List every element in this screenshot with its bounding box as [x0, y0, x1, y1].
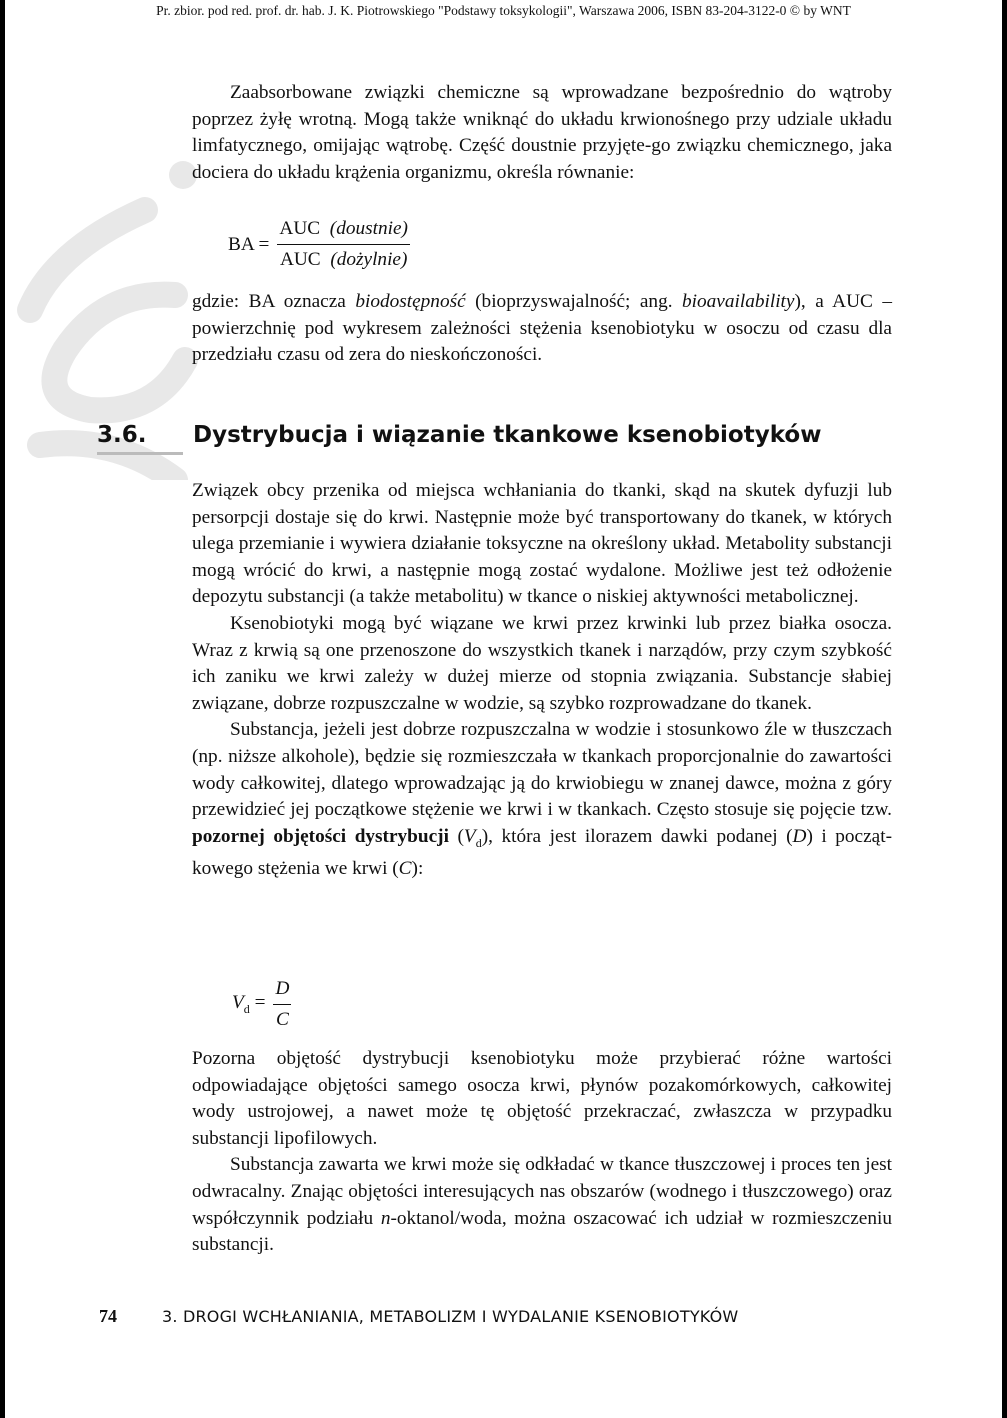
chapter-footer: 3. DROGI WCHŁANIANIA, METABOLIZM I WYDALANIE KSENOBIOTYKÓW [162, 1307, 739, 1326]
section-rule [97, 452, 183, 455]
denominator-auc: AUC [279, 249, 321, 270]
paragraph-text: Substancja zawarta we krwi może się odkładać w tkance tłuszczowej i proces ten jest odwracalny. Znając objętości interesujących nas obszarów (wodnego i tłuszczowego) oraz współczynnik podziału n-oktanol/woda, można oszacować ich udział w rozmieszczeniu substancji. [192, 1154, 892, 1256]
paragraph-text: Zaabsorbowane związki chemiczne są wprowadzane bezpośrednio do wątroby poprzez żyłę wrotną. Mogą także wniknąć do układu krwionośnego przy udziale układu limfatycznego, omijając wątrobę. Część doustnie przyjęte-go związku chemicznego, jaka dociera do układu krążenia organizmu, określa równanie: [192, 82, 892, 183]
paragraph-text: gdzie: BA oznacza biodostępność (bioprzyswajalność; ang. bioavailability), a AUC – powierzchnię pod wykresem zależności stężenia ksenobiotyku w osoczu od czasu dla przedziału czasu od zera do nieskończoności. [192, 291, 892, 366]
denominator-route: (dożylnie) [330, 249, 408, 270]
section-body-continued [192, 1046, 892, 1259]
formula-lhs: $V_d$ = [232, 992, 266, 1016]
paragraph-text: Związek obcy przenika od miejsca wchłaniania do tkanki, skąd na skutek dyfuzji lub persorpcji dostaje się do krwi. Następnie może być transportowany do tkanek, w których ulega przemianie i wywiera działanie toksyczne na określony układ. Metabolity substancji mogą wrócić do krwi, a następnie mogą zostać wydalone. Możliwe jest też odłożenie depozytu substancji (a także metabolitu) w tkance o niskiej aktywności metabolicznej. [192, 480, 892, 608]
paragraph-text: Substancja, jeżeli jest dobrze rozpuszczalna w wodzie i stosunkowo źle w tłuszczach (np. niższe alkohole), będzie się rozmieszczała w tkankach proporcjonalnie do zawartości wody całkowitej, dlatego wprowadzając ją do krwiobiegu w znanej dawce, można z góry przewidzieć jej początkowe stężenie we krwi i w tkankach. Często stosuje się pojęcie tzw. pozornej objętości dystrybucji $(V_d)$, która jest ilorazem dawki podanej (D) i począt-kowego stężenia we krwi (C): [192, 719, 892, 880]
paragraph-text: Pozorna objętość dystrybucji ksenobiotyku może przybierać różne wartości odpowiadające objętości samego osocza krwi, płynów pozakomórkowych, całkowitej wody ustrojowej, a nawet może tę objętość przekraczać, zwłaszcza w przypadku substancji lipofilowych. [192, 1048, 892, 1149]
paragraph-text: Ksenobiotyki mogą być wiązane we krwi przez krwinki lub przez białka osocza. Wraz z krwią są one przenoszone do wszystkich tkanek i narządów, przy czym szybkość ich zaniku we krwi zależy w dużej mierze od stopnia związania. Substancje słabiej związane, dobrze rozpuszczalne w wodzie, są szybko rozprowadzane do tkanek. [192, 612, 892, 714]
running-header: Pr. zbior. pod red. prof. dr. hab. J. K. Piotrowskiego "Podstawy toksykologii", Warszawa 2006, ISBN 83-204-3122-0 © by WNT [156, 3, 851, 18]
section-body [192, 478, 892, 883]
numerator-dose: D [273, 978, 291, 1005]
volume-distribution-formula [232, 978, 291, 1031]
intro-paragraph [192, 80, 892, 186]
bioavailability-formula [228, 218, 410, 271]
section-title: Dystrybucja i wiązanie tkankowe ksenobiotyków [193, 422, 822, 448]
section-number: 3.6. [97, 422, 147, 448]
page-number: 74 [99, 1306, 117, 1326]
definition-paragraph [192, 289, 892, 369]
numerator-auc: AUC [279, 218, 321, 239]
numerator-route: (doustnie) [329, 218, 408, 239]
formula-lhs: BA = [228, 233, 270, 255]
denominator-concentration: C [276, 1009, 289, 1030]
document-page [5, 0, 1002, 1418]
